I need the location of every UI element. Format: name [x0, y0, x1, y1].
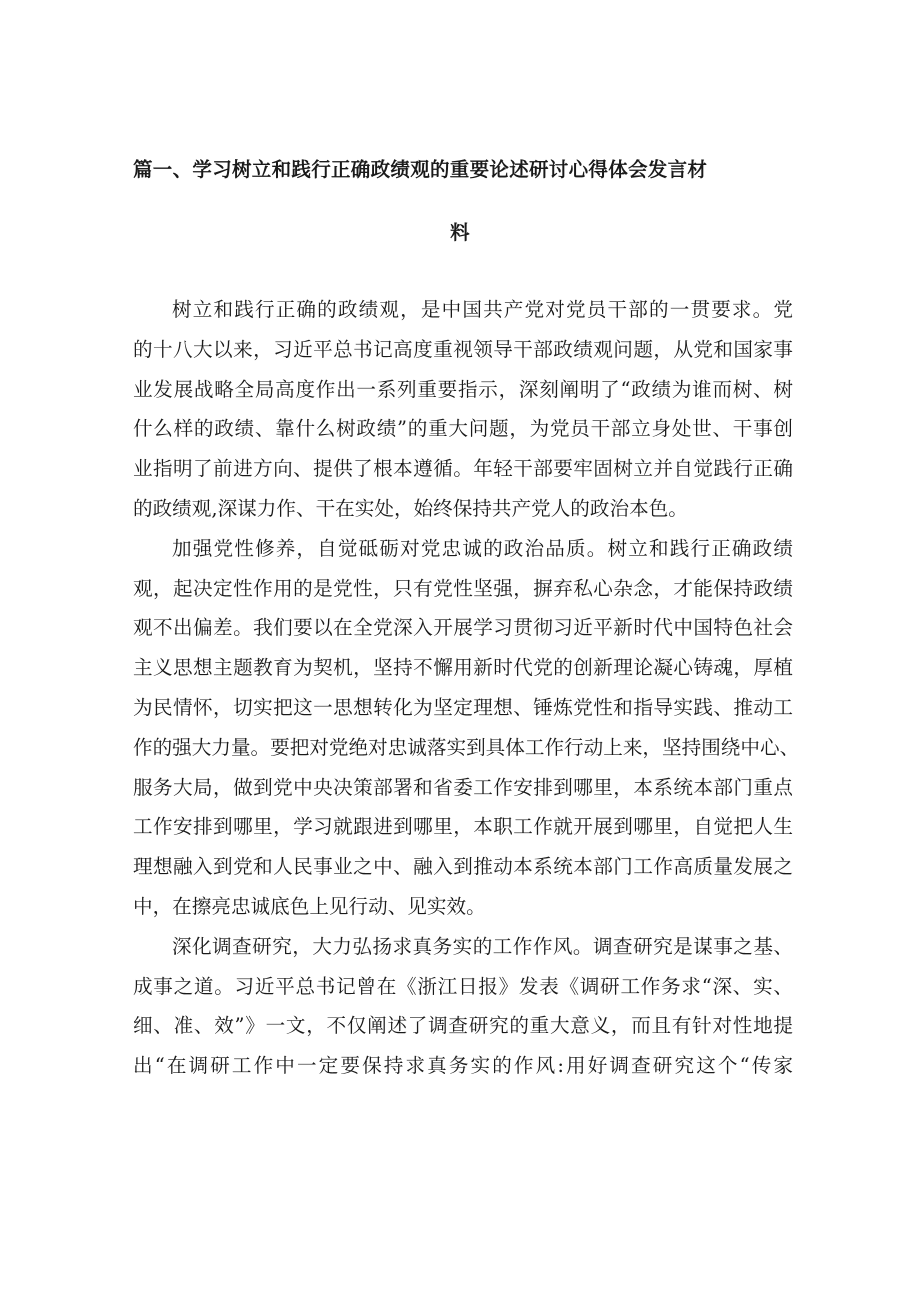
paragraph-line: 什么样的政绩、靠什么树政绩”的重大问题，为党员干部立身处世、干事创	[133, 417, 793, 441]
paragraph-1	[133, 290, 793, 529]
paragraph-line: 业指明了前进方向、提供了根本遵循。年轻干部要牢固树立并自觉践行正确	[133, 457, 793, 481]
paragraph-line: 的十八大以来，习近平总书记高度重视领导干部政绩观问题，从党和国家事	[133, 337, 793, 361]
paragraph-line: 服务大局，做到党中央决策部署和省委工作安排到哪里，本系统本部门重点	[133, 775, 793, 799]
paragraph-line: 工作安排到哪里，学习就跟进到哪里，本职工作就开展到哪里，自觉把人生	[133, 815, 793, 839]
document-title-line-1: 篇一、学习树立和践行正确政绩观的重要论述研讨心得体会发言材	[133, 158, 708, 181]
paragraph-line: 深化调查研究，大力弘扬求真务实的工作作风。调查研究是谋事之基、	[172, 934, 793, 958]
paragraph-3	[133, 927, 793, 1086]
paragraph-line: 业发展战略全局高度作出一系列重要指示，深刻阐明了“政绩为谁而树、树	[133, 377, 793, 401]
document-title-line-2: 料	[450, 221, 470, 244]
paragraph-line: 出“在调研工作中一定要保持求真务实的作风:用好调查研究这个“传家	[133, 1054, 793, 1078]
paragraph-line: 树立和践行正确的政绩观，是中国共产党对党员干部的一贯要求。党	[172, 298, 793, 321]
paragraph-line: 成事之道。习近平总书记曾在《浙江日报》发表《调研工作务求“深、实、	[133, 974, 793, 998]
paragraph-2	[133, 529, 800, 927]
paragraph-line: 观不出偏差。我们要以在全党深入开展学习贯彻习近平新时代中国特色社会	[133, 616, 793, 640]
paragraph-line: 观，起决定性作用的是党性，只有党性坚强，摒弃私心杂念，才能保持政绩	[133, 576, 793, 600]
paragraph-line: 中，在擦亮忠诚底色上见行动、见实效。	[133, 894, 486, 918]
paragraph-line: 的政绩观,深谋力作、干在实处，始终保持共产党人的政治本色。	[133, 496, 688, 520]
paragraph-line: 为民情怀，切实把这一思想转化为坚定理想、锤炼党性和指导实践、推动工	[133, 695, 793, 719]
document-body	[133, 290, 800, 1086]
paragraph-line: 细、准、效”》一文，不仅阐述了调查研究的重大意义，而且有针对性地提	[133, 1014, 793, 1038]
paragraph-line: 加强党性修养，自觉砥砺对党忠诚的政治品质。树立和践行正确政绩	[172, 536, 793, 560]
paragraph-line: 作的强大力量。要把对党绝对忠诚落实到具体工作行动上来，坚持围绕中心、	[133, 735, 800, 759]
paragraph-line: 理想融入到党和人民事业之中、融入到推动本系统本部门工作高质量发展之	[133, 855, 793, 879]
paragraph-line: 主义思想主题教育为契机，坚持不懈用新时代党的创新理论凝心铸魂，厚植	[133, 656, 793, 680]
